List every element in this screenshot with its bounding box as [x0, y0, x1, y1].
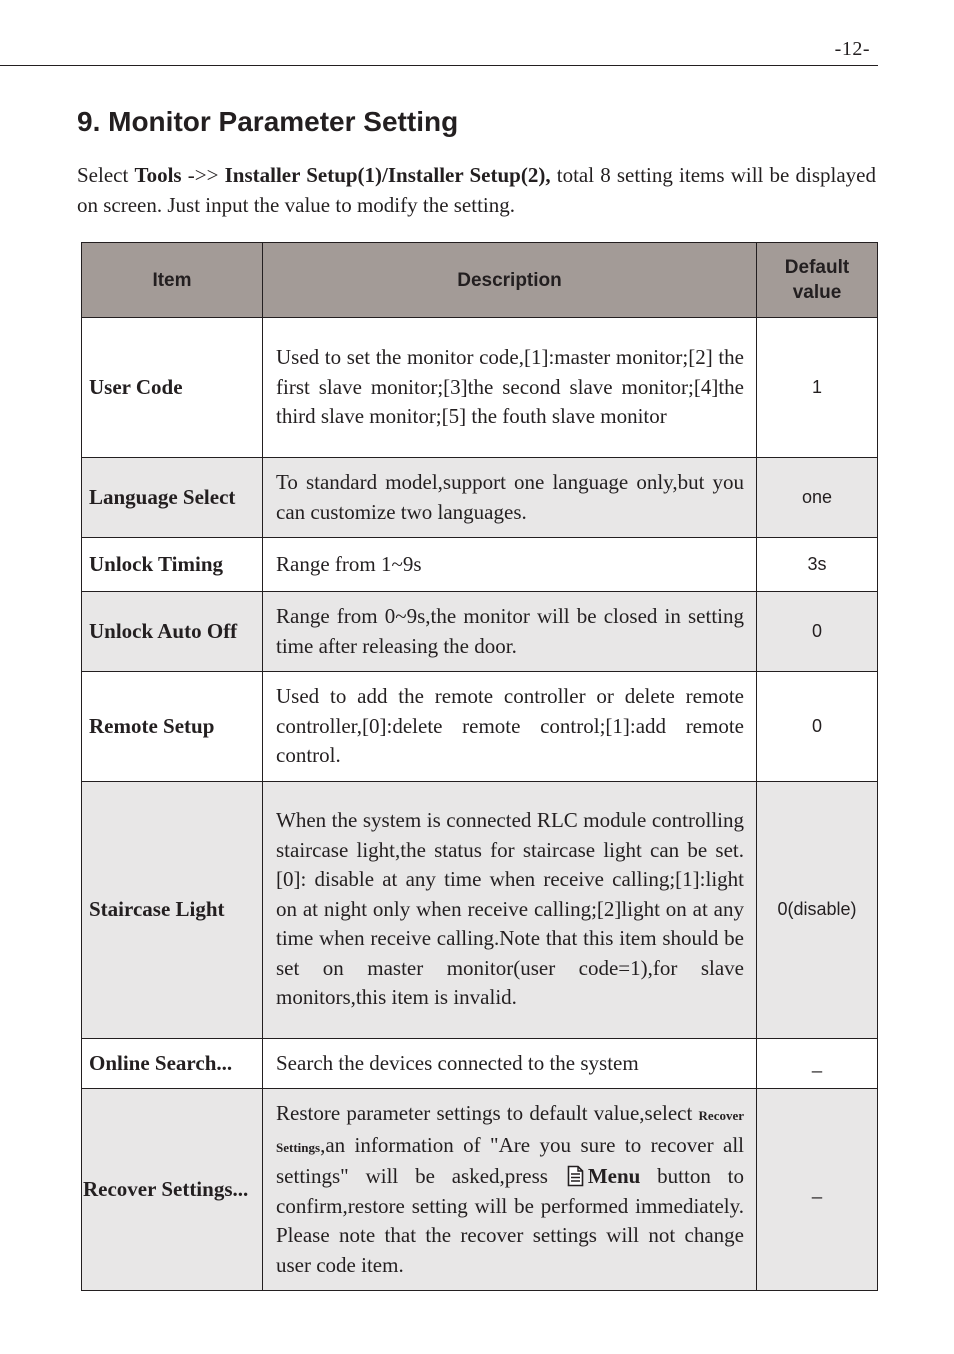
default-cell: 1	[757, 318, 878, 458]
header-default-line1: Default	[784, 257, 850, 278]
table-row-unlock-timing	[82, 538, 878, 592]
default-cell: _	[757, 1089, 878, 1291]
item-cell: Online Search...	[82, 1038, 263, 1089]
header-rule	[0, 65, 878, 66]
header-default-line2: value	[792, 282, 842, 303]
default-cell: one	[757, 458, 878, 538]
intro-arrow: ->>	[181, 163, 225, 187]
table-row-language-select	[82, 458, 878, 538]
description-cell	[263, 1089, 757, 1291]
description-cell: To standard model,support one language only,but you can customize two languages.	[263, 458, 757, 538]
description-text-part1: Restore parameter settings to default value,select	[276, 1101, 699, 1125]
table-row-unlock-auto-off	[82, 592, 878, 672]
intro-tools: Tools	[134, 163, 182, 187]
menu-label: Menu	[587, 1164, 641, 1188]
parameter-table	[81, 242, 878, 1291]
description-cell: When the system is connected RLC module controlling staircase light,the status for staircase light can be set.[0]: disable at any time when receive calling;[1]:light on at night only when receive calling;[2]light on at any time when receive calling.Note that this item should be set on master monitor(user code=1),for slave monitors,this item is invalid.	[263, 781, 757, 1038]
item-cell: Staircase Light	[82, 781, 263, 1038]
recover-settings-inline-label: Recover Settings	[276, 1108, 744, 1155]
item-cell: Recover Settings...	[82, 1089, 263, 1291]
intro-prefix: Select	[77, 163, 135, 187]
item-cell: Unlock Auto Off	[82, 592, 263, 672]
default-cell: 0	[757, 672, 878, 782]
header-item: Item	[82, 243, 263, 318]
item-cell: Remote Setup	[82, 672, 263, 782]
page-number: -12-	[834, 38, 870, 60]
header-default-value	[757, 243, 878, 318]
table-row-remote-setup	[82, 672, 878, 782]
table-row-recover-settings	[82, 1089, 878, 1291]
table-row-online-search	[82, 1038, 878, 1089]
header-description: Description	[263, 243, 757, 318]
intro-paragraph	[77, 160, 876, 220]
description-cell: Search the devices connected to the system	[263, 1038, 757, 1089]
default-cell: 0	[757, 592, 878, 672]
item-cell: Unlock Timing	[82, 538, 263, 592]
table-row-staircase-light	[82, 781, 878, 1038]
default-cell: 0(disable)	[757, 781, 878, 1038]
description-cell: Range from 1~9s	[263, 538, 757, 592]
default-cell: _	[757, 1038, 878, 1089]
description-cell	[263, 318, 757, 458]
description-text: Used to set the monitor code,[1]:master monitor;[2] the first slave monitor;[3]the second slave monitor;[4]the third slave monitor;[5] the fouth slave monitor	[276, 345, 744, 429]
table-header-row	[82, 243, 878, 318]
description-cell: Used to add the remote controller or delete remote controller,[0]:delete remote control;[1]:add remote control.	[263, 672, 757, 782]
description-text-part3: button to confirm,restore setting will be performed immediately. Please note that the recover settings will not change user code item.	[276, 1164, 744, 1277]
description-cell: Range from 0~9s,the monitor will be closed in setting time after releasing the door.	[263, 592, 757, 672]
item-cell: User Code	[82, 318, 263, 458]
default-cell: 3s	[757, 538, 878, 592]
intro-installer-setup: Installer Setup(1)/Installer Setup(2),	[224, 163, 551, 187]
table-row-user-code	[82, 318, 878, 458]
document-icon	[567, 1165, 584, 1187]
intro-suffix: total 8 setting items will be displayed on screen. Just input the value to modify the setting.	[77, 163, 876, 217]
section-title: 9. Monitor Parameter Setting	[77, 106, 459, 137]
item-cell: Language Select	[82, 458, 263, 538]
description-text-part2: ,an information of "Are you sure to recover all settings" will be asked,press	[276, 1132, 744, 1188]
